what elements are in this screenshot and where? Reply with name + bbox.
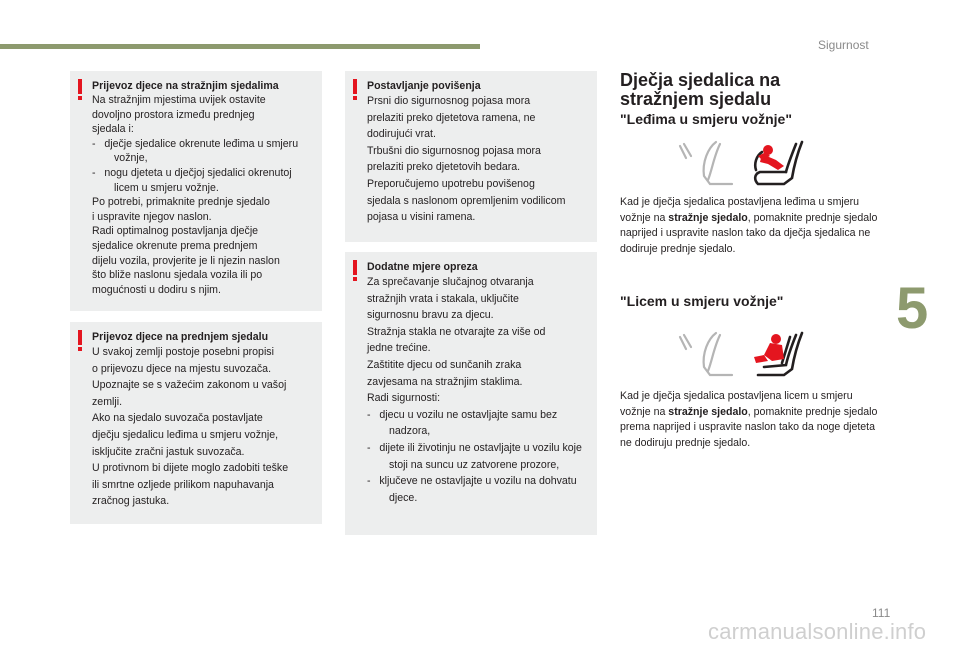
list-item: - dječje sjedalice okrenute leđima u smjeru vožnje,	[92, 137, 299, 165]
text-line: pojasa u visini ramena.	[367, 211, 476, 224]
text-line: sjedalice okrenute prema prednjem	[92, 239, 258, 252]
text-line: Trbušni dio sigurnosnog pojasa mora	[367, 144, 541, 157]
subheading-rear-facing: "Leđima u smjeru vožnje"	[620, 111, 792, 127]
text-line: Stražnja stakla ne otvarajte za više od	[367, 325, 546, 338]
warning-icon	[351, 260, 359, 282]
text-line: dječju sjedalicu leđima u smjeru vožnje,	[92, 428, 279, 441]
text-run: , pomaknite prednje sjedalo prema naprijed i uspravite naslon tako da noge djeteta ne dodiruju prednje sjedalo.	[620, 405, 878, 449]
box-title: Dodatne mjere opreza	[367, 261, 478, 273]
text-line: prelaziti preko djetetova ramena, ne	[367, 111, 536, 124]
text-line: zavjesama na stražnjim staklima.	[367, 375, 523, 388]
forward-facing-seat-icon	[672, 327, 812, 379]
paragraph-rear-facing	[620, 195, 880, 257]
list-item: - djecu u vozilu ne ostavljajte samu bez nadzora,	[367, 408, 558, 438]
warning-icon	[351, 79, 359, 101]
warning-box-rear-seats	[70, 71, 322, 311]
text-line: dovoljno prostora između prednjeg	[92, 108, 255, 121]
text-run-bold: stražnje sjedalo	[668, 211, 748, 224]
text-run: Kad je dječja sjedalica postavljena licem u smjeru vožnje na	[620, 390, 853, 418]
paragraph-forward-facing	[620, 389, 880, 451]
rear-facing-seat-icon	[672, 136, 812, 188]
warning-box-front-seat	[70, 322, 322, 524]
text-line: sjedala i:	[92, 123, 134, 136]
section-title: Sigurnost	[818, 38, 869, 52]
box-title: Prijevoz djece na prednjem sjedalu	[92, 331, 269, 343]
list-item: - nogu djeteta u dječjoj sjedalici okrenutoj licem u smjeru vožnje.	[92, 166, 292, 194]
text-line: zemlji.	[92, 395, 123, 408]
text-line: sigurnosnu bravu za djecu.	[367, 309, 494, 322]
text-line: jedne trećine.	[367, 342, 431, 355]
text-line: Za sprečavanje slučajnog otvaranja	[367, 276, 534, 288]
box-body	[367, 93, 587, 226]
box-title: Prijevoz djece na stražnjim sjedalima	[92, 80, 279, 92]
text-line: prelaziti preko djetetovih bedara.	[367, 161, 521, 174]
text-line: dodirujući vrat.	[367, 128, 436, 141]
warning-box-booster	[345, 71, 597, 242]
warning-box-extra-precautions	[345, 252, 597, 535]
text-line: U protivnom bi dijete moglo zadobiti teške	[92, 462, 289, 475]
warning-icon	[76, 330, 84, 352]
heading-line: Dječja sjedalica na	[620, 70, 781, 90]
text-line: Ako na sjedalo suvozača postavljate	[92, 412, 263, 425]
box-body	[367, 274, 587, 506]
text-line: dijelu vozila, provjerite je li njezin naslon	[92, 254, 280, 267]
text-line: Zaštitite djecu od sunčanih zraka	[367, 358, 522, 371]
text-line: Po potrebi, primaknite prednje sjedalo	[92, 196, 270, 209]
section-heading	[620, 71, 780, 109]
text-line: sjedala s naslonom opremljenim vodilicom	[367, 194, 566, 207]
text-line: Na stražnjim mjestima uvijek ostavite	[92, 94, 266, 106]
text-line: U svakoj zemlji postoje posebni propisi	[92, 346, 274, 358]
page-number: 111	[872, 606, 891, 620]
box-body	[92, 93, 312, 297]
watermark-text: carmanualsonline.info	[708, 619, 927, 644]
box-body	[92, 344, 312, 510]
subheading-forward-facing: "Licem u smjeru vožnje"	[620, 293, 784, 309]
text-line: stražnjih vrata i stakala, uključite	[367, 292, 519, 305]
text-run-bold: stražnje sjedalo	[668, 405, 748, 418]
text-line: Preporučujemo upotrebu povišenog	[367, 177, 535, 190]
chapter-number: 5	[896, 276, 929, 341]
text-line: Radi optimalnog postavljanja dječje	[92, 225, 259, 238]
text-line: Prsni dio sigurnosnog pojasa mora	[367, 95, 531, 107]
text-run: , pomaknite prednje sjedalo naprijed i uspravite naslon tako da dječja sjedalica ne dodiruje prednje sjedalo.	[620, 211, 878, 255]
text-run: Kad je dječja sjedalica postavljena leđima u smjeru vožnje na	[620, 196, 860, 224]
header-accent-bar	[0, 44, 480, 49]
text-line: i uspravite njegov naslon.	[92, 210, 212, 223]
list-item: - ključeve ne ostavljajte u vozilu na dohvatu djece.	[367, 475, 577, 504]
text-line: Radi sigurnosti:	[367, 392, 441, 405]
text-line: o prijevozu djece na mjestu suvozača.	[92, 362, 272, 375]
text-line: isključite zračni jastuk suvozača.	[92, 445, 245, 458]
text-line: zračnog jastuka.	[92, 495, 170, 508]
text-line: mogućnosti u dodiru s njim.	[92, 283, 221, 296]
list-item: - dijete ili životinju ne ostavljajte u vozilu koje stoji na suncu uz zatvorene prozore,	[367, 441, 582, 471]
text-line: ili smrtne ozljede prilikom napuhavanja	[92, 478, 274, 491]
heading-line: stražnjem sjedalu	[620, 89, 772, 109]
box-title: Postavljanje povišenja	[367, 80, 481, 92]
text-line: Upoznajte se s važećim zakonom u vašoj	[92, 379, 287, 392]
text-line: što bliže naslonu sjedala vozila ili po	[92, 269, 263, 282]
warning-icon	[76, 79, 84, 101]
